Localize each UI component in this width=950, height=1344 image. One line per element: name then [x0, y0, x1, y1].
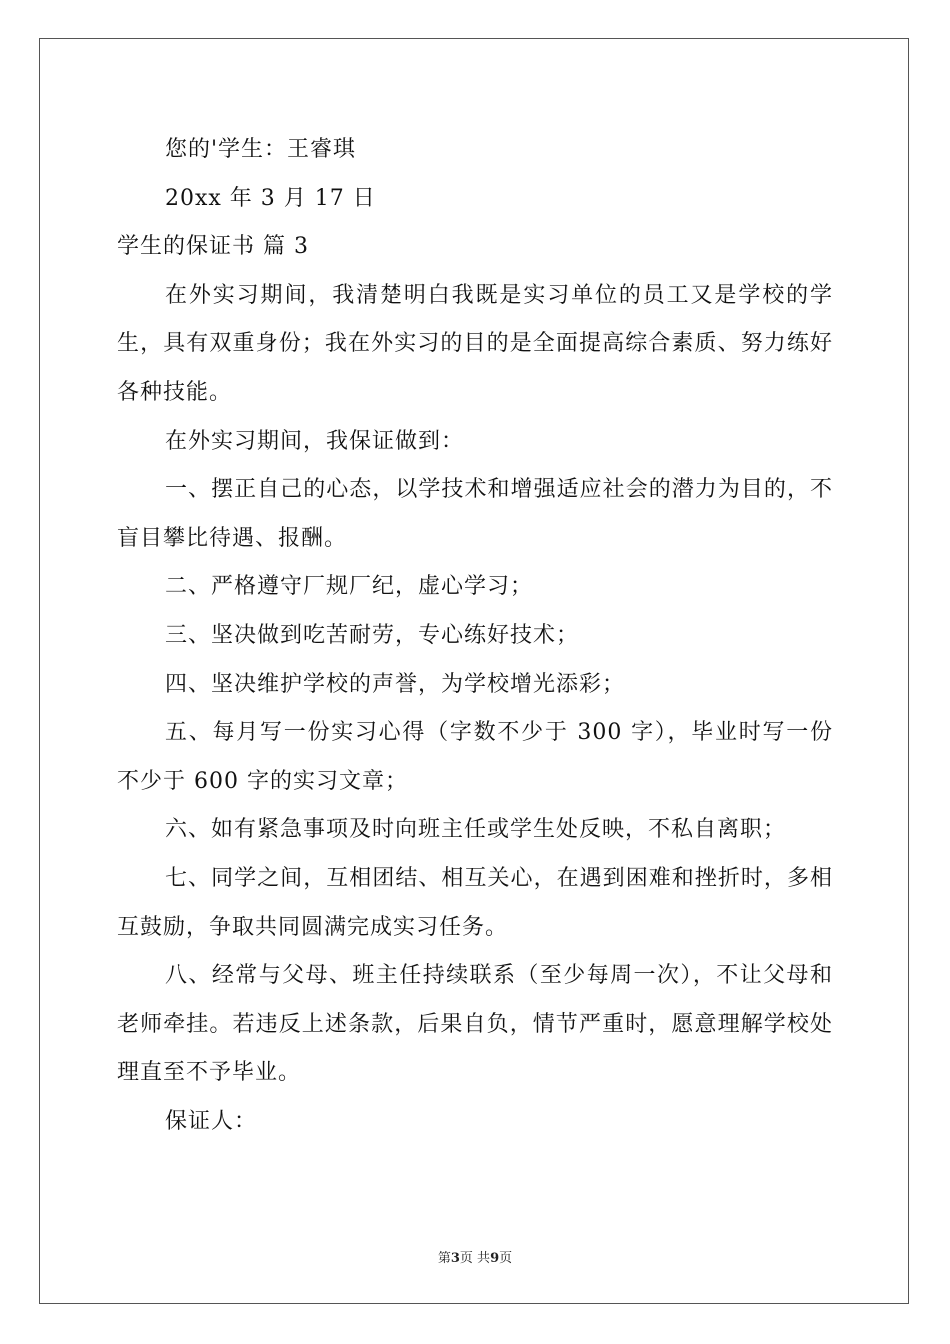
page-footer [0, 1247, 950, 1266]
list-item: 一、摆正自己的心态，以学技术和增强适应社会的潜力为目的，不盲目攀比待遇、报酬。 [117, 477, 833, 551]
footer-page-suffix: 页 [499, 1251, 513, 1266]
list-item: 三、坚决做到吃苦耐劳，专心练好技术； [165, 622, 580, 648]
list-item: 六、如有紧急事项及时向班主任或学生处反映，不私自离职； [165, 817, 787, 843]
list-item: 四、坚决维护学校的声誉，为学校增光添彩； [165, 671, 626, 697]
footer-page-prefix: 第 [437, 1251, 451, 1266]
footer-page-mid: 页 共 [459, 1251, 491, 1266]
list-item: 五、每月写一份实习心得（字数不少于 300 字），毕业时写一份不少于 600 字的实习文章； [117, 720, 833, 794]
list-item: 二、严格遵守厂规厂纪，虚心学习； [165, 574, 534, 600]
document-body [117, 126, 833, 1146]
section-title: 学生的保证书 篇 3 [117, 234, 309, 260]
list-item: 七、同学之间，互相团结、相互关心，在遇到困难和挫折时，多相互鼓励，争取共同圆满完成实习任务。 [117, 865, 833, 940]
paragraph: 在外实习期间，我保证做到： [165, 428, 465, 454]
date-line: 20xx 年 3 月 17 日 [165, 185, 376, 211]
signature-line: 您的'学生：王睿琪 [165, 137, 357, 162]
footer-page-current: 3 [450, 1251, 460, 1266]
list-item: 八、经常与父母、班主任持续联系（至少每周一次），不让父母和老师牵挂。若违反上述条款，后果自负，情节严重时，愿意理解学校处理直至不予毕业。 [117, 963, 833, 1086]
guarantor-line: 保证人： [165, 1108, 258, 1134]
footer-page-total: 9 [490, 1251, 500, 1266]
paragraph: 在外实习期间，我清楚明白我既是实习单位的员工又是学校的学生，具有双重身份；我在外实习的目的是全面提高综合素质、努力练好各种技能。 [117, 282, 833, 405]
